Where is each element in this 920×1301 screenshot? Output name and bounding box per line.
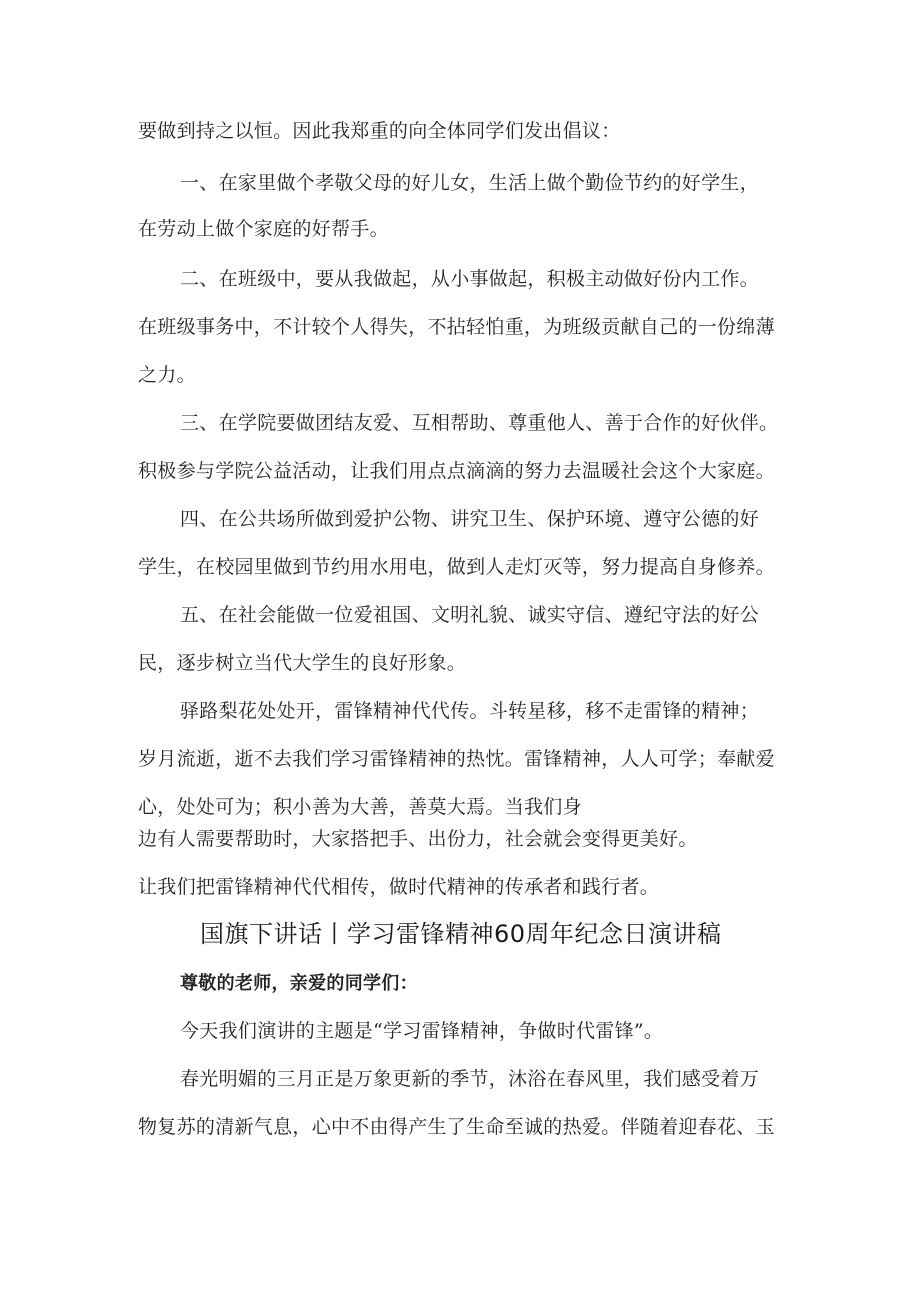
greeting: 尊敬的老师，亲爱的同学们： <box>180 973 418 994</box>
item-1-line-2: 在劳动上做个家庭的好帮手。 <box>138 218 389 240</box>
item-3-line-1: 三、在学院要做团结友爱、互相帮助、尊重他人、善于合作的好伙伴。 <box>180 412 779 434</box>
closing-line-1: 驿路梨花处处开，雷锋精神代代传。斗转星移，移不走雷锋的精神； <box>180 700 760 722</box>
speech-para-1-line-1: 春光明媚的三月正是万象更新的季节，沐浴在春风里，我们感受着万 <box>180 1068 760 1090</box>
item-4-line-1: 四、在公共场所做到爱护公物、讲究卫生、保护环境、遵守公德的好 <box>180 508 760 530</box>
item-3-line-2: 积极参与学院公益活动，让我们用点点滴滴的努力去温暖社会这个大家庭。 <box>138 460 775 482</box>
intro-tail-text: 要做到持之以恒。因此我郑重的向全体同学们发出倡议： <box>138 120 621 142</box>
item-5-line-2: 民，逐步树立当代大学生的良好形象。 <box>138 652 467 674</box>
closing-line-2: 岁月流逝，逝不去我们学习雷锋精神的热忱。雷锋精神，人人可学；奉献爱 <box>138 748 775 770</box>
speech-para-1-line-2: 物复苏的清新气息，心中不由得产生了生命至诚的热爱。伴随着迎春花、玉 <box>138 1116 775 1138</box>
item-4-line-2: 学生，在校园里做到节约用水用电，做到人走灯灭等，努力提高自身修养。 <box>138 556 775 578</box>
closing-line-5: 让我们把雷锋精神代代相传，做时代精神的传承者和践行者。 <box>138 876 660 898</box>
item-5-line-1: 五、在社会能做一位爱祖国、文明礼貌、诚实守信、遵纪守法的好公 <box>180 604 760 626</box>
speech-title: 国旗下讲话丨学习雷锋精神60周年纪念日演讲稿 <box>200 920 722 948</box>
item-2-line-3: 之力。 <box>138 364 196 386</box>
item-1-line-1: 一、在家里做个孝敬父母的好儿女，生活上做个勤俭节约的好学生， <box>180 172 760 194</box>
item-2-line-1: 二、在班级中，要从我做起，从小事做起，积极主动做好份内工作。 <box>180 268 760 290</box>
closing-line-3: 心，处处可为；积小善为大善，善莫大焉。当我们身 <box>138 796 582 818</box>
item-2-line-2: 在班级事务中，不计较个人得失，不拈轻怕重，为班级贡献自己的一份绵薄 <box>138 316 775 338</box>
closing-line-4: 边有人需要帮助时，大家搭把手、出份力，社会就会变得更美好。 <box>138 828 698 850</box>
speech-theme: 今天我们演讲的主题是“学习雷锋精神，争做时代雷锋”。 <box>180 1020 664 1042</box>
